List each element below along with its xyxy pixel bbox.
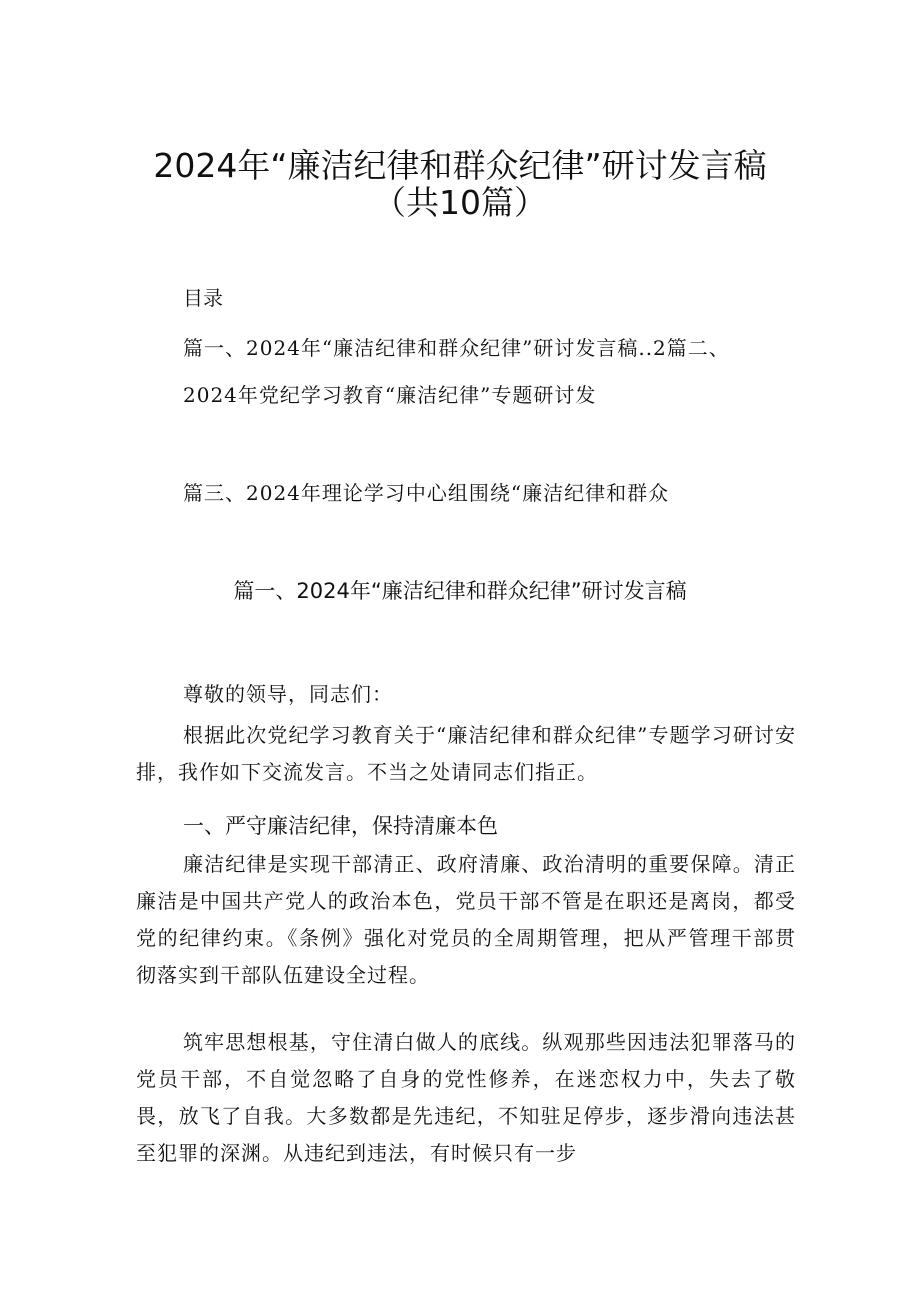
body-paragraph: 根据此次党纪学习教育关于“廉洁纪律和群众纪律”专题学习研讨安排，我作如下交流发言。不当之处请同志们指正。 (136, 723, 796, 784)
subsection-heading: 一、严守廉洁纪律，保持清廉本色 (183, 814, 498, 838)
body-paragraph: 廉洁纪律是实现干部清正、政府清廉、政治清明的重要保障。清正廉洁是中国共产党人的政治本色，党员干部不管是在职还是离岗，都受党的纪律约束。《条例》强化对党员的全周期管理，把从严管理干部贯彻落实到干部队伍建设全过程。 (136, 852, 796, 987)
toc-entry: 篇三、2024年理论学习中心组围绕“廉洁纪律和群众 (183, 481, 670, 505)
toc-entry: 篇一、2024年“廉洁纪律和群众纪律”研讨发言稿..2篇二、 (183, 336, 730, 360)
document-subtitle: （共10篇） (373, 183, 547, 222)
toc-entry: 2024年党纪学习教育“廉洁纪律”专题研讨发 (183, 383, 597, 407)
body-paragraph: 筑牢思想根基，守住清白做人的底线。纵观那些因违法犯罪落马的党员干部，不自觉忽略了自身的党性修养，在迷恋权力中，失去了敬畏，放飞了自我。大多数都是先违纪，不知驻足停步，逐步滑向违法甚至犯罪的深渊。从违纪到违法，有时候只有一步 (136, 1030, 796, 1165)
salutation: 尊敬的领导，同志们： (183, 682, 393, 706)
section-title: 篇一、2024年“廉洁纪律和群众纪律”研讨发言稿 (233, 579, 687, 603)
document-title: 2024年“廉洁纪律和群众纪律”研讨发言稿 (153, 146, 767, 185)
toc-label: 目录 (183, 286, 223, 310)
